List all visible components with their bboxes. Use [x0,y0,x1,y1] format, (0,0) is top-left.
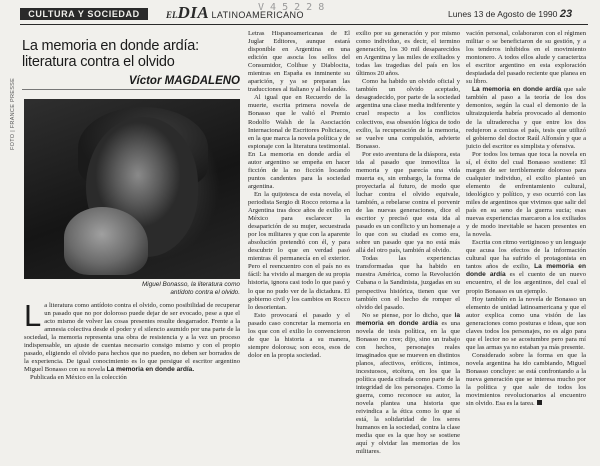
column-4-text-6: Considerado sobre la forma en que la novela argentina ha ido cambiando, Miguel Bonasso concluye: se está confrontando a la nueva generación que se interesa mucho por la política y que sale de todos los movimientos revolucionarios al encuentro sin olvido. Esa es la tarea. [466,351,586,408]
article-column-4 [466,30,586,462]
column-4-text-4b: es el cuento de un nuevo encuentro, el de los argentinos, del cual el propio Bonasso es un ejemplo. [466,271,586,295]
issue-date [448,8,572,20]
column-1-paragraph-1 [24,302,240,374]
column-4-paragraph-2 [466,86,586,150]
article-column-1 [24,302,240,462]
book-title-reference-2: la memoria en donde ardía [356,311,460,327]
column-4-text-4: Escrita con ritmo vertiginoso y un lenguaje que acusa los efectos de la información cultural que ha sufrido el protagonista en tantos años de exilio, [466,239,586,271]
masthead-latinoamericano: LATINOAMERICANO [211,10,304,20]
column-3-text-5: No se piense, por lo dicho, que [362,311,452,319]
column-4-paragraph-3: Por todos los temas que toca la novela en sí, el éxito del cual Bonasso sostiene: El margen de ser terriblemente doloroso para cualquier individuo, el exilio planteó un elemento de enfrentamiento cultural, ideológico y político, y eso ocurrió con las miles de argentinos que vivimos que salir del país en su seno de la guerra sucia; esas nuevas experiencias marcaron a los exiliados y de modo inevitable se hacen presentes en la novela. [466,150,586,239]
column-2-paragraph-4: Esto provocará el pasado y el pasado caso concretar la memoria en los que con el exilio lo convencieron de que la historia a su manera, siempre dolorosa; son ecos, esos de dolor en la propia sociedad. [248,311,350,359]
column-3-paragraph-2: Como ha habido un olvido oficial y también un olvido aceptado, desagradecido, por parte de la sociedad argentina una clase media indiferente y cruel respecto a los conflictos colectivos, esa obsesión lógica de todo exilio, la recuperación de la memoria, se vuelve una compulsión, advierte Bonasso. [356,78,460,150]
column-2-paragraph-3: En la quijotesca de esta novela, el periodista Sergio di Rocco retorna a la Argentina tras doce años de exilio en México para esclarecer la desaparición de su mujer, secuestrada por los militares y que con la aparente absolución pretendió con él, y para descubrir lo que en verdad pasó mientras él permanecía en el exterior. Pero el reencuentro con el país no es fácil: ha vivido al margen de su propia historia, ignora casi todo lo que pasó y lo que no pudo ver de la dictadura. El gobierno civil y los cambios en Rocco lo desorientan. [248,190,350,311]
caption-line-1: Miguel Bonasso, la literatura como [141,281,240,288]
column-2-paragraph-1: Letras Hispanoamericanas de El Juglar Editores, aunque estará disponible en Argentina en una edición que asocia los sellos del Consumidor, Colihue y Diablocita, mientras en España es inminente su aparición, y ya se preparan las traducciones al italiano y al holandés. [248,30,350,94]
column-1-text-1: a literatura como antídoto contra el olvido, como posibilidad de recuperar un pasado que no por doloroso puede dejar de ser evocado, pese a que el acto mismo de volver las cosas presentes resulte desgarrador. Frente a la amnesia colectiva desde el poder y el silencio asumido por una parte de la sociedad, la memoria representa una obra de resistencia y a la vez un proceso indispensable, un ajuste de cuentas necesario consigo mismo y con el propio pasado, eligiendo el olvido para hechos que no pueden, no deben ser borrados de la experiencia. De igual conocimiento es lo que persigue el escritor argentino Miguel Bonasso con su novela [24,302,240,374]
article-column-3 [356,30,460,462]
column-3-paragraph-5 [356,312,460,457]
page-number: 23 [559,8,573,20]
archive-stamp: V 4 5 2 2 8 [258,2,325,13]
column-4-paragraph-6 [466,352,586,408]
article-byline: Víctor MAGDALENO [22,75,240,90]
author-photo [24,99,240,279]
book-title-reference-4: La memoria en donde ardía [466,263,586,279]
column-1-paragraph-2: Publicada en México en la colección [30,374,127,382]
column-4-paragraph-4 [466,239,586,295]
book-title-reference-3: La memoria en donde ardía [472,86,562,94]
photo-caption [60,281,240,297]
column-3-paragraph-3: Por esto aventura de la diáspora, esta ida al pasado que inmoviliza la memoria y que parecía una vida muerta es, sin embargo, la forma de proyectarla al futuro, de modo que luchar contra el olvido equivale, también, a rebelarse contra el porvenir de las nuevas generaciones, dice el escritor y precisó que esta ida al pasado es un conflicto y un homenaje a lo que con su ciudad es como era, sobre un pasado que ya no está más allá del otro país, también al olvido. [356,150,460,255]
section-label: CULTURA Y SOCIEDAD [20,8,148,20]
book-title-reference: La memoria en donde ardía. [106,366,195,374]
photo-credit: FOTO | FRANCE PRESSE [10,77,16,150]
column-2-paragraph-2: Al igual que en Recuerdo de la muerte, escrita primera novela de Bonasso que le valió el Premio Rodolfo Walsh de la Asociación Internacional de Escritores Policiacos, en la que marca la novela política y de espionaje con la literatura testimonial. En La memoria en donde ardía el autor argentino se empeña en hacer ficción de la no ficción locando puntos candentes para la sociedad argentina. [248,94,350,190]
masthead-rule [20,24,588,25]
column-4-text-2: que sale también al paso a la teoría de los dos demonios, según la cual el demonio de la ultraizquierda habría provocado al demonio de la ultraderecha y que entre los dos redujeron a cenizas el país, tesis que utilizó el gobierno del doctor Raúl Alfonsín y que a juicio del escritor es simplista y ofensiva. [466,86,586,150]
article-column-2 [248,30,350,462]
column-4-paragraph-5: Hoy también en la novela de Bonasso un elemento de unidad latinoamericana y que el autor explica como una visión de las generaciones como posturas e ideas, que son claves todos los personajes, no es algo para que el lector no se acostumbre pero para mí que las armas ya no estaban ya más presente. [466,295,586,351]
article-headline: La memoria en donde ardía: literatura contra el olvido [22,38,199,70]
caption-line-2: antídoto contra el olvido. [170,289,240,296]
column-3-text-5b: es una novela de tesis política, en la que Bonasso no cree; dijo, sino un trabajo con hechos, personajes reales imaginados que se mueven en distintos planos, afectivos, eróticos, íntimos, incestuosos, etcétera, en los que la política queda cifrada como parte de la integridad de los personajes. Como la guerra, como reconoce su autor, la novela plantea una historia que reivindica a la ética como lo que sí está, la solidaridad de los seres humanos en la sociedad, contra la clase media que es la que hoy se sostiene aquí y olvidar las memorias de los militares. [356,319,460,456]
column-3-paragraph-1: exilio por su generación y por mismo como individuo, es decir, el termino generación, los 30 mil desaparecidos en Argentina y las miles de exiliados y todas las tragedias del país en los últimos 20 años. [356,30,460,78]
date-text: Lunes 13 de Agosto de 1990 [448,9,558,19]
masthead-dia: DIA [177,3,210,22]
end-of-article-mark [537,400,542,405]
masthead-el: EL [166,10,178,20]
drop-cap: L [24,302,42,333]
column-4-paragraph-1: vación personal, colaboraron con el régimen militar o se beneficiaron de su gestión, y a los tenderos inhibidos en el movimiento montonero. A todos ellos alude y caracteriza el escritor argentino en esta exploración despiadada del pasado reciente que planea en su libro. [466,30,586,86]
column-3-paragraph-4: Todas las experiencias transformadas que ha habido en nuestra América, como la Revolución Cubana o la Sandinista, juzgadas en su perspectiva histórica, tienen que ver también con el hecho de romper el olvido del pasado. [356,255,460,311]
